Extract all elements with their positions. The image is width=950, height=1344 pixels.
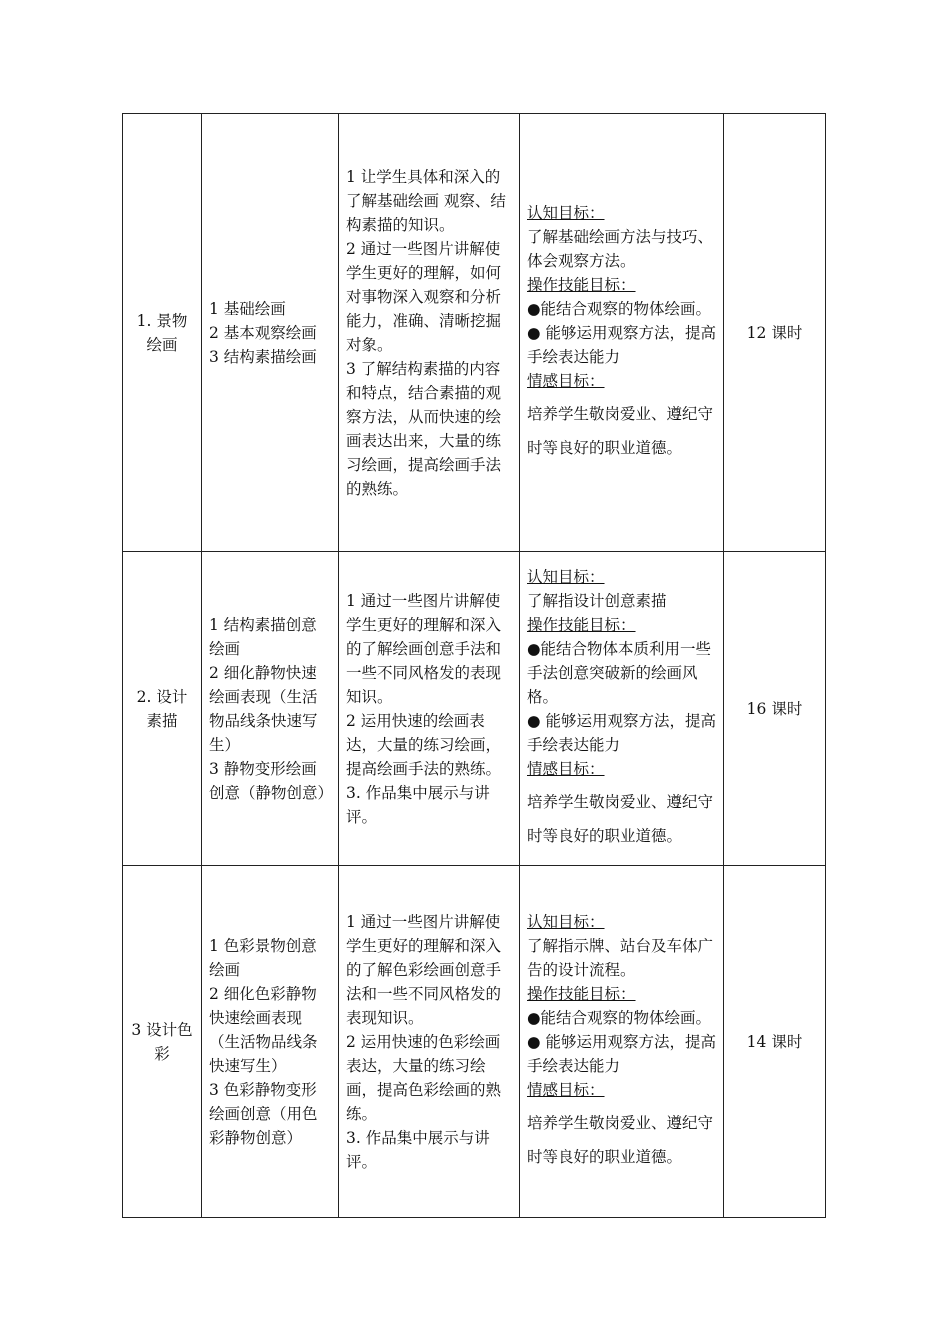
affective-goal-label: 情感目标： [527,371,605,390]
topic-item: 3 静物变形绘画创意（静物创意） [209,759,334,802]
skill-goal-item: ● 能够运用观察方法，提高手绘表达能力 [527,711,716,754]
cognitive-goal-text: 了解基础绘画方法与技巧、体会观察方法。 [527,227,714,270]
skill-goal-label: 操作技能目标： [527,275,636,294]
method-cell [339,114,520,552]
cognitive-goal-label: 认知目标： [527,567,605,586]
skill-goal-label: 操作技能目标： [527,984,636,1003]
table-row [123,866,826,1218]
affective-goal-label: 情感目标： [527,1080,605,1099]
skill-goal-item: ●能结合物体本质利用一些手法创意突破新的绘画风格。 [527,639,712,706]
method-item: 1 让学生具体和深入的了解基础绘画 观察、结构素描的知识。 [346,167,506,234]
unit-cell: 3 设计色彩 [123,866,202,1218]
method-item: 3. 作品集中展示与讲评。 [346,1128,490,1171]
cognitive-goal-text: 了解指示牌、站台及车体广告的设计流程。 [527,936,714,979]
curriculum-table [122,113,826,1218]
hours-cell: 12 课时 [724,114,826,552]
topics-cell [202,114,339,552]
goals-cell [520,866,724,1218]
skill-goal-item: ●能结合观察的物体绘画。 [527,299,712,318]
method-item: 1 通过一些图片讲解使学生更好的理解和深入的了解色彩绘画创意手法和一些不同风格发的表现知识。 [346,912,502,1027]
table-row [123,552,826,866]
topic-item: 3 色彩静物变形绘画创意（用色彩静物创意） [209,1080,318,1147]
goals-cell [520,114,724,552]
topic-item: 1 色彩景物创意绘画 [209,936,317,979]
cognitive-goal-text: 了解指设计创意素描 [527,591,667,610]
skill-goal-item: ● 能够运用观察方法，提高手绘表达能力 [527,323,716,366]
unit-cell: 1. 景物绘画 [123,114,202,552]
skill-goal-label: 操作技能目标： [527,615,636,634]
skill-goal-item: ●能结合观察的物体绘画。 [527,1008,712,1027]
unit-cell: 2. 设计素描 [123,552,202,866]
cognitive-goal-label: 认知目标： [527,912,605,931]
method-cell [339,866,520,1218]
affective-goal-text: 培养学生敬岗爱业、遵纪守时等良好的职业道德。 [527,1113,714,1166]
topic-item: 2 基本观察绘画 [209,323,317,342]
method-item: 2 运用快速的绘画表达，大量的练习绘画，提高绘画手法的熟练。 [346,711,502,778]
cognitive-goal-label: 认知目标： [527,203,605,222]
hours-cell: 16 课时 [724,552,826,866]
affective-goal-label: 情感目标： [527,759,605,778]
method-item: 3. 作品集中展示与讲评。 [346,783,490,826]
method-item: 2 运用快速的色彩绘画表达，大量的练习绘画，提高色彩绘画的熟练。 [346,1032,502,1123]
topic-item: 1 结构素描创意绘画 [209,615,317,658]
skill-goal-item: ● 能够运用观察方法，提高手绘表达能力 [527,1032,716,1075]
affective-goal-text: 培养学生敬岗爱业、遵纪守时等良好的职业道德。 [527,404,714,457]
topic-item: 3 结构素描绘画 [209,347,317,366]
goals-cell [520,552,724,866]
topic-item: 2 细化静物快速绘画表现（生活物品线条快速写生） [209,663,318,754]
method-item: 2 通过一些图片讲解使学生更好的理解，如何对事物深入观察和分析能力，准确、清晰挖掘对象。 [346,239,502,354]
method-cell [339,552,520,866]
topic-item: 2 细化色彩静物快速绘画表现（生活物品线条快速写生） [209,984,318,1075]
hours-cell: 14 课时 [724,866,826,1218]
affective-goal-text: 培养学生敬岗爱业、遵纪守时等良好的职业道德。 [527,792,714,845]
method-item: 3 了解结构素描的内容和特点，结合素描的观察方法，从而快速的绘画表达出来，大量的练习绘画，提高绘画手法的熟练。 [346,359,502,498]
table-row [123,114,826,552]
topics-cell [202,552,339,866]
topics-cell [202,866,339,1218]
method-item: 1 通过一些图片讲解使学生更好的理解和深入的了解绘画创意手法和一些不同风格发的表现知识。 [346,591,502,706]
topic-item: 1 基础绘画 [209,299,286,318]
